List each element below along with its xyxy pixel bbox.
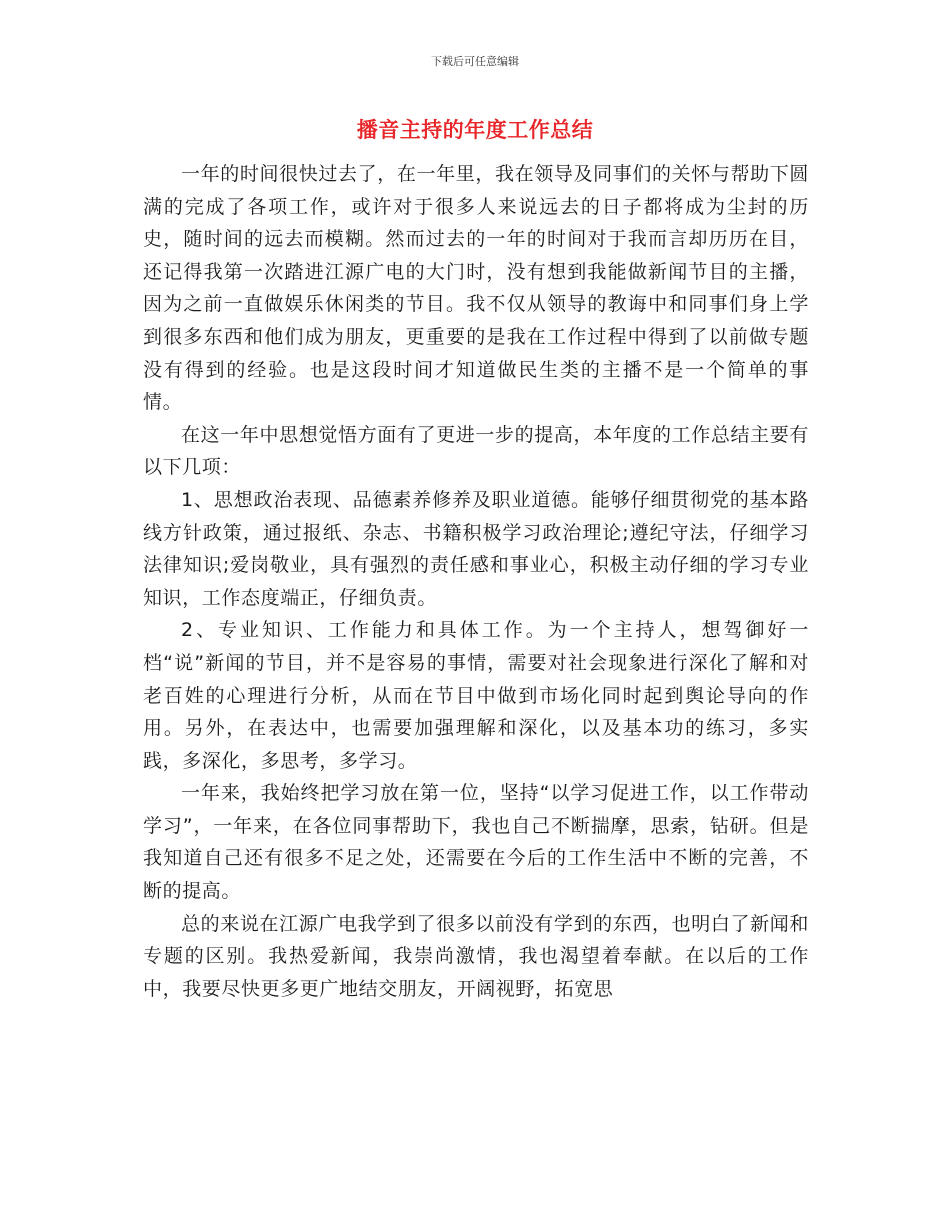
paragraph-conclusion: 总的来说在江源广电我学到了很多以前没有学到的东西，也明白了新闻和专题的区别。我热爱新闻，我崇尚激情，我也渴望着奉献。在以后的工作中，我要尽快更多更广地结交朋友，开阔视野，拓宽思 [143, 912, 809, 1000]
paragraph-item-1: 1、思想政治表现、品德素养修养及职业道德。能够仔细贯彻党的基本路线方针政策，通过报纸、杂志、书籍积极学习政治理论;遵纪守法，仔细学习法律知识;爱岗敬业，具有强烈的责任感和事业心，积极主动仔细的学习专业知识，工作态度端正，仔细负责。 [143, 488, 809, 609]
paragraph-intro: 一年的时间很快过去了，在一年里，我在领导及同事们的关怀与帮助下圆满的完成了各项工作，或许对于很多人来说远去的日子都将成为尘封的历史，随时间的远去而模糊。然而过去的一年的时间对于我而言却历历在目，还记得我第一次踏进江源广电的大门时，没有想到我能做新闻节目的主播，因为之前一直做娱乐休闲类的节目。我不仅从领导的教诲中和同事们身上学到很多东西和他们成为朋友，更重要的是我在工作过程中得到了以前做专题没有得到的经验。也是这段时间才知道做民生类的主播不是一个简单的事情。 [143, 163, 809, 414]
document-title: 播音主持的年度工作总结 [356, 118, 594, 142]
paragraph-summary-lead: 在这一年中思想觉悟方面有了更进一步的提高，本年度的工作总结主要有以下几项： [143, 423, 809, 479]
paragraph-item-2: 2、专业知识、工作能力和具体工作。为一个主持人，想驾御好一档“说”新闻的节目，并不是容易的事情，需要对社会现象进行深化了解和对老百姓的心理进行分析，从而在节目中做到市场化同时起到舆论导向的作用。另外，在表达中，也需要加强理解和深化，以及基本功的练习，多实践，多深化，多思考，多学习。 [143, 619, 809, 772]
paragraph-learning: 一年来，我始终把学习放在第一位，坚持“以学习促进工作，以工作带动学习”，一年来，在各位同事帮助下，我也自己不断揣摩，思索，钻研。但是我知道自己还有很多不足之处，还需要在今后的工作生活中不断的完善，不断的提高。 [143, 782, 809, 903]
header-note: 下载后可任意编辑 [431, 55, 519, 68]
document-body [143, 158, 809, 1005]
